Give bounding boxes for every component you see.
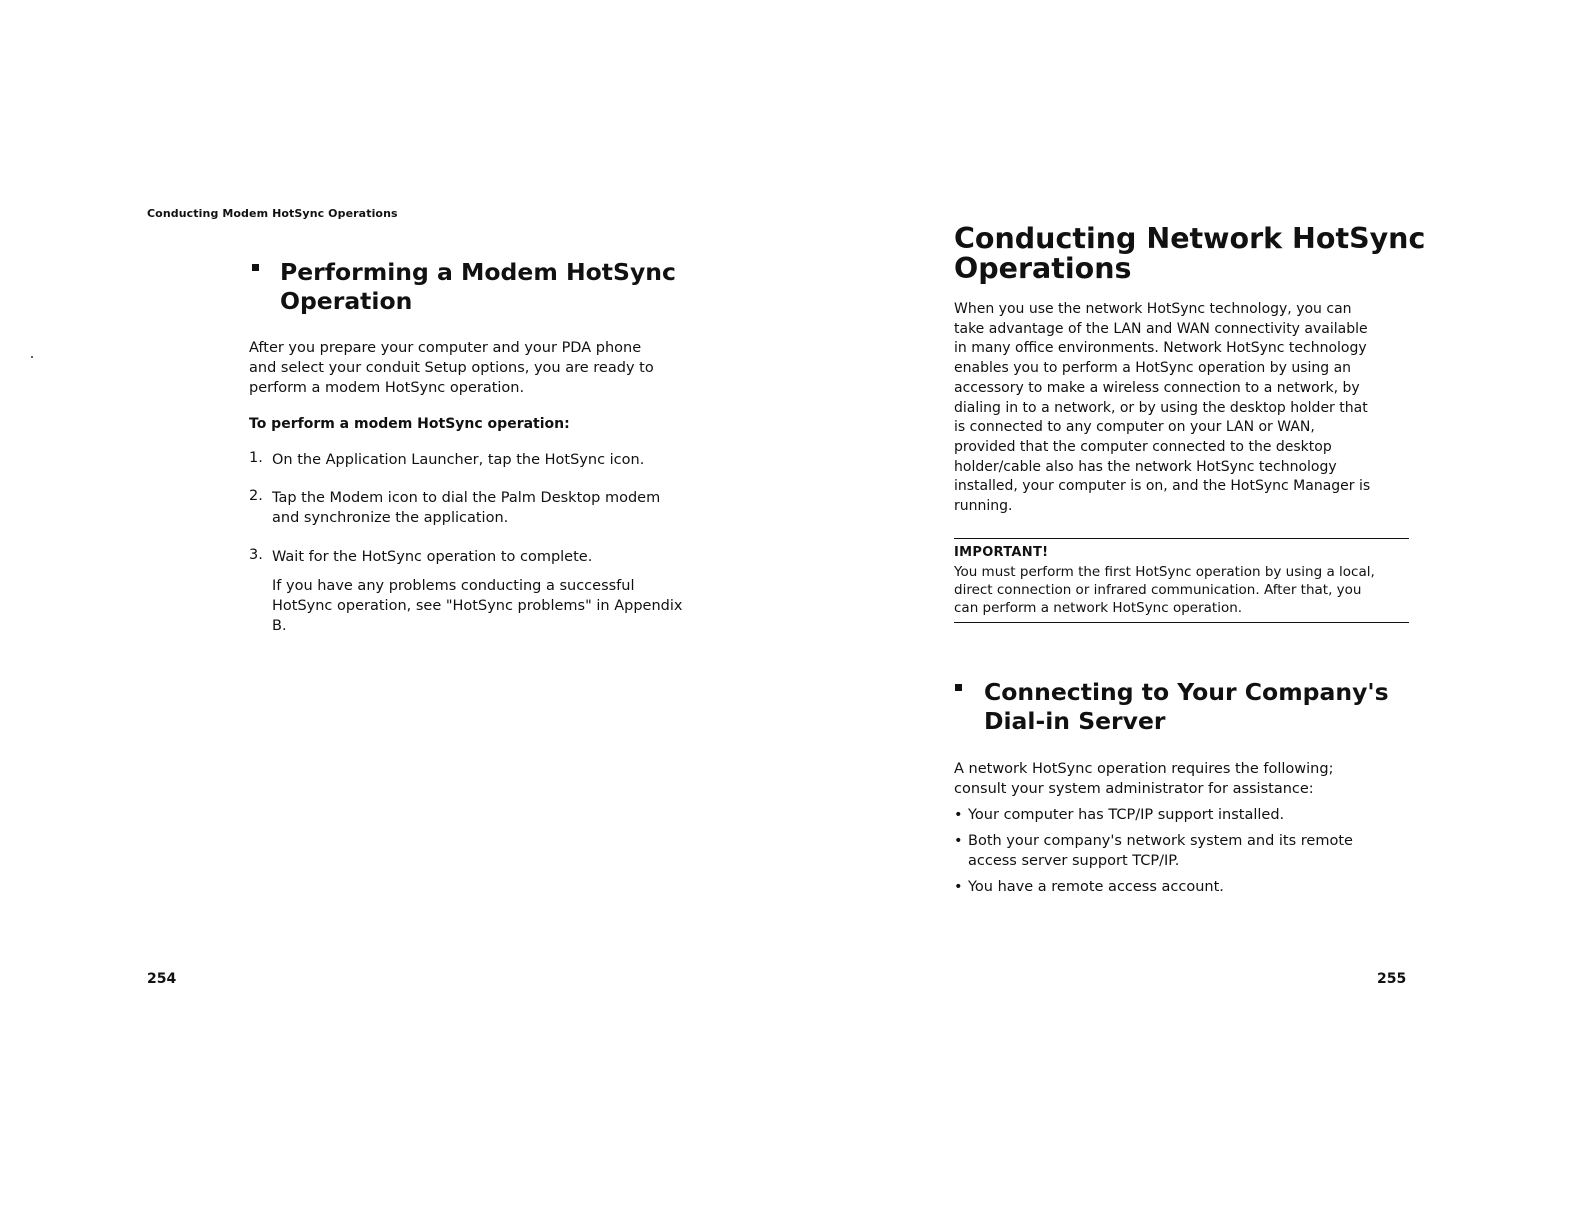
section-heading-line: Performing a Modem HotSync	[280, 258, 676, 286]
bullet-dot-icon: •	[954, 833, 963, 849]
section-heading-line: Operation	[280, 287, 413, 315]
paragraph-line: If you have any problems conducting a successful	[272, 578, 635, 594]
step-line: and synchronize the application.	[272, 510, 509, 526]
step-line: On the Application Launcher, tap the HotSync icon.	[272, 452, 645, 468]
paragraph-line: consult your system administrator for assistance:	[954, 781, 1314, 797]
important-line: You must perform the first HotSync operation by using a local,	[954, 564, 1375, 580]
running-head: Conducting Modem HotSync Operations	[147, 207, 398, 220]
step-text	[272, 450, 644, 470]
important-bottom-rule	[954, 622, 1409, 623]
paragraph-line: and select your conduit Setup options, you are ready to	[249, 360, 654, 376]
paragraph-line: After you prepare your computer and your PDA phone	[249, 340, 642, 356]
paragraph-line: is connected to any computer on your LAN or WAN,	[954, 419, 1315, 436]
bullet-text	[968, 877, 1224, 897]
step-line: Wait for the HotSync operation to complete.	[272, 549, 593, 565]
paragraph-line: running.	[954, 498, 1013, 515]
stray-mark	[31, 356, 33, 358]
step-text	[272, 547, 592, 567]
paragraph-line: holder/cable also has the network HotSync technology	[954, 458, 1337, 475]
bullet-line: Your computer has TCP/IP support installed.	[968, 807, 1285, 823]
bullet-line: Both your company's network system and its remote	[968, 833, 1353, 849]
paragraph-line: enables you to perform a HotSync operation by using an	[954, 360, 1352, 377]
intro-paragraph	[954, 300, 1370, 517]
bullet-dot-icon: •	[954, 879, 963, 895]
paragraph-line: dialing in to a network, or by using the desktop holder that	[954, 399, 1368, 416]
section-bullet-icon	[252, 264, 259, 271]
intro-paragraph	[249, 338, 654, 398]
important-top-rule	[954, 538, 1409, 539]
paragraph-line: installed, your computer is on, and the HotSync Manager is	[954, 478, 1371, 495]
right-page	[792, 0, 1584, 1224]
page-number: 255	[1377, 971, 1407, 987]
important-note	[954, 563, 1409, 617]
page-number: 254	[147, 971, 177, 987]
section-heading-line: Connecting to Your Company's	[984, 678, 1389, 706]
paragraph-line: provided that the computer connected to the desktop	[954, 438, 1332, 455]
step-number: 1.	[249, 450, 263, 466]
paragraph-line: When you use the network HotSync technology, you can	[954, 301, 1352, 317]
bullet-dot-icon: •	[954, 807, 963, 823]
step-line: Tap the Modem icon to dial the Palm Desktop modem	[272, 490, 661, 506]
section-heading-line: Dial-in Server	[984, 707, 1166, 735]
section-heading	[280, 258, 676, 316]
paragraph-line: accessory to make a wireless connection to a network, by	[954, 379, 1360, 396]
bullet-text	[968, 831, 1353, 871]
important-line: direct connection or infrared communication. After that, you	[954, 582, 1362, 598]
chapter-title-line: Operations	[954, 252, 1132, 285]
step-number: 3.	[249, 547, 263, 563]
chapter-title	[954, 224, 1425, 284]
important-line: can perform a network HotSync operation.	[954, 600, 1243, 616]
paragraph-line: A network HotSync operation requires the following;	[954, 761, 1334, 777]
paragraph-line: take advantage of the LAN and WAN connectivity available	[954, 320, 1368, 337]
note-paragraph	[272, 576, 682, 636]
section-bullet-icon	[955, 684, 962, 691]
bullet-text	[968, 805, 1284, 825]
section-heading	[984, 678, 1389, 736]
paragraph-line: HotSync operation, see "HotSync problems" in Appendix	[272, 598, 683, 614]
important-label: IMPORTANT!	[954, 545, 1049, 560]
chapter-title-line: Conducting Network HotSync	[954, 222, 1426, 255]
paragraph-line: B.	[272, 618, 287, 634]
step-text	[272, 488, 660, 528]
bullet-line: You have a remote access account.	[968, 879, 1224, 895]
procedure-heading: To perform a modem HotSync operation:	[249, 416, 570, 432]
paragraph-line: perform a modem HotSync operation.	[249, 380, 525, 396]
requirements-paragraph	[954, 759, 1333, 799]
step-number: 2.	[249, 488, 263, 504]
paragraph-line: in many office environments. Network HotSync technology	[954, 340, 1367, 357]
bullet-line: access server support TCP/IP.	[968, 853, 1180, 869]
